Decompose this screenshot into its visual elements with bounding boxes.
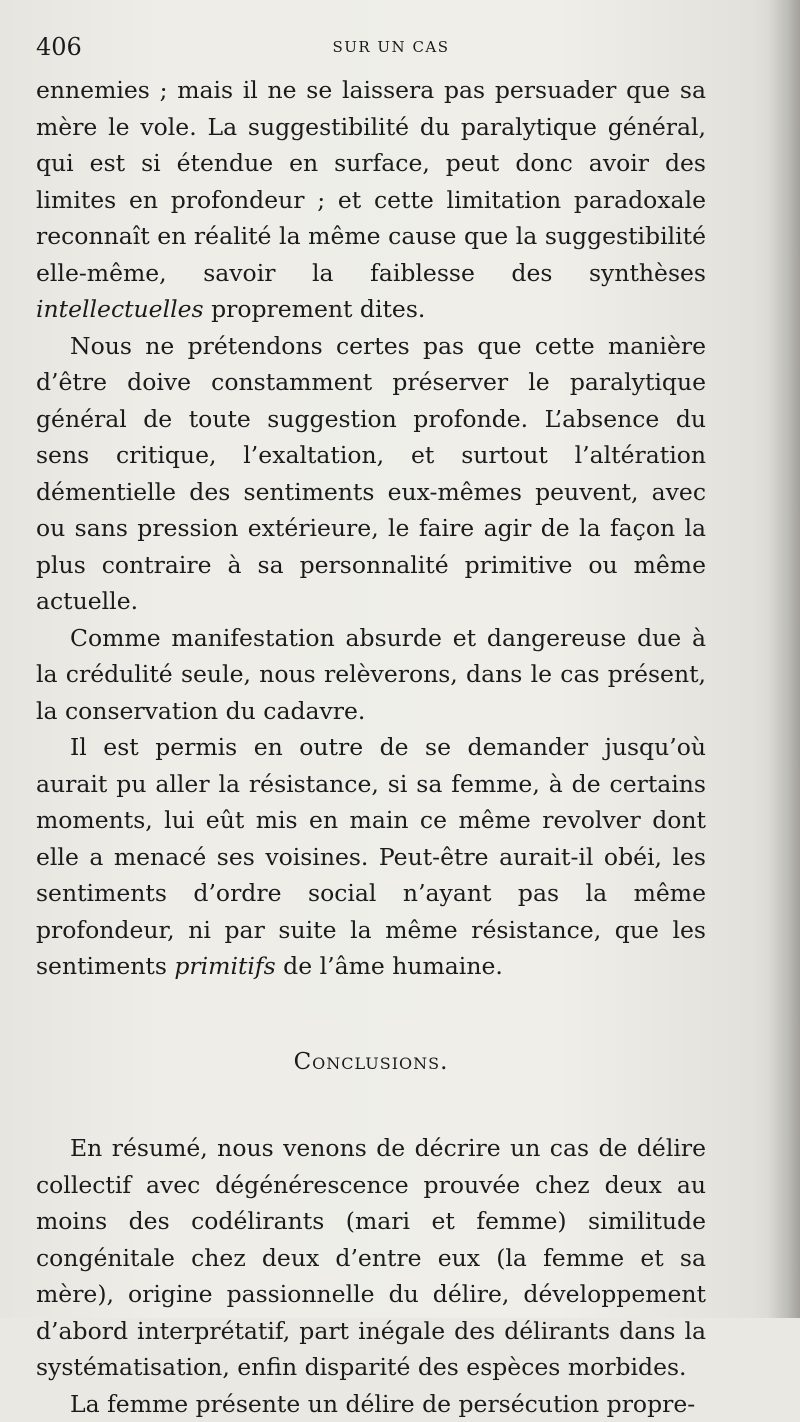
section-heading: Conclusions.: [36, 1044, 706, 1081]
paragraph: [36, 1130, 706, 1386]
body-text: [36, 72, 706, 1422]
paragraph: [36, 620, 706, 730]
paragraph-text: de l’âme humaine.: [276, 952, 503, 980]
paragraph: [36, 328, 706, 620]
page-header: [36, 30, 706, 64]
paragraph: [36, 729, 706, 985]
italic-term: primitifs: [174, 952, 275, 980]
paragraph: [36, 72, 706, 328]
paragraph-text: ennemies ; mais il ne se laissera pas persuader que sa mère le vole. La suggestibilité du paralytique général, qui est si étendue en surface, peut donc avoir des limites en profondeur ; et cette limitation paradoxale reconnaît en réalité la même cause que la suggestibilité elle-même, savoir la faiblesse des synthèses: [36, 76, 706, 287]
paragraph-text: Il est permis en outre de se demander jusqu’où aurait pu aller la résistance, si sa femme, à de certains moments, lui eût mis en main ce même revolver dont elle a menacé ses voisines. Peut-être aurait-il obéi, les sentiments d’ordre social n’ayant pas la même profondeur, ni par suite la même résistance, que les sentiments: [36, 733, 706, 980]
paragraph-text: proprement dites.: [204, 295, 426, 323]
paragraph: [36, 1386, 706, 1422]
paragraph-text: En résumé, nous venons de décrire un cas de délire collectif avec dégénérescence prouvée chez deux au moins des codélirants (mari et femme) similitude congénitale chez deux d’entre eux (la femme et sa mère), origine passionnelle du délire, développement d’abord interprétatif, part inégale des délirants dans la systématisation, enfin disparité des espèces morbides.: [36, 1134, 706, 1381]
paragraph-text: La femme présente un délire de persécution propre-: [70, 1390, 695, 1418]
paragraph-text: Comme manifestation absurde et dangereuse due à la crédulité seule, nous relèverons, dans le cas présent, la conservation du cadavre.: [36, 624, 706, 725]
page-number: 406: [36, 30, 82, 64]
italic-term: intellectuelles: [36, 295, 204, 323]
paragraph-text: Nous ne prétendons certes pas que cette manière d’être doive constamment préserver le paralytique général de toute suggestion profonde. L’absence du sens critique, l’exaltation, et surtout l’altération démentielle des sentiments eux-mêmes peuvent, avec ou sans pression extérieure, le faire agir de la façon la plus contraire à sa personnalité primitive ou même actuelle.: [36, 332, 706, 616]
running-title: SUR UN CAS: [36, 32, 706, 62]
spine-shadow: [768, 0, 800, 1318]
